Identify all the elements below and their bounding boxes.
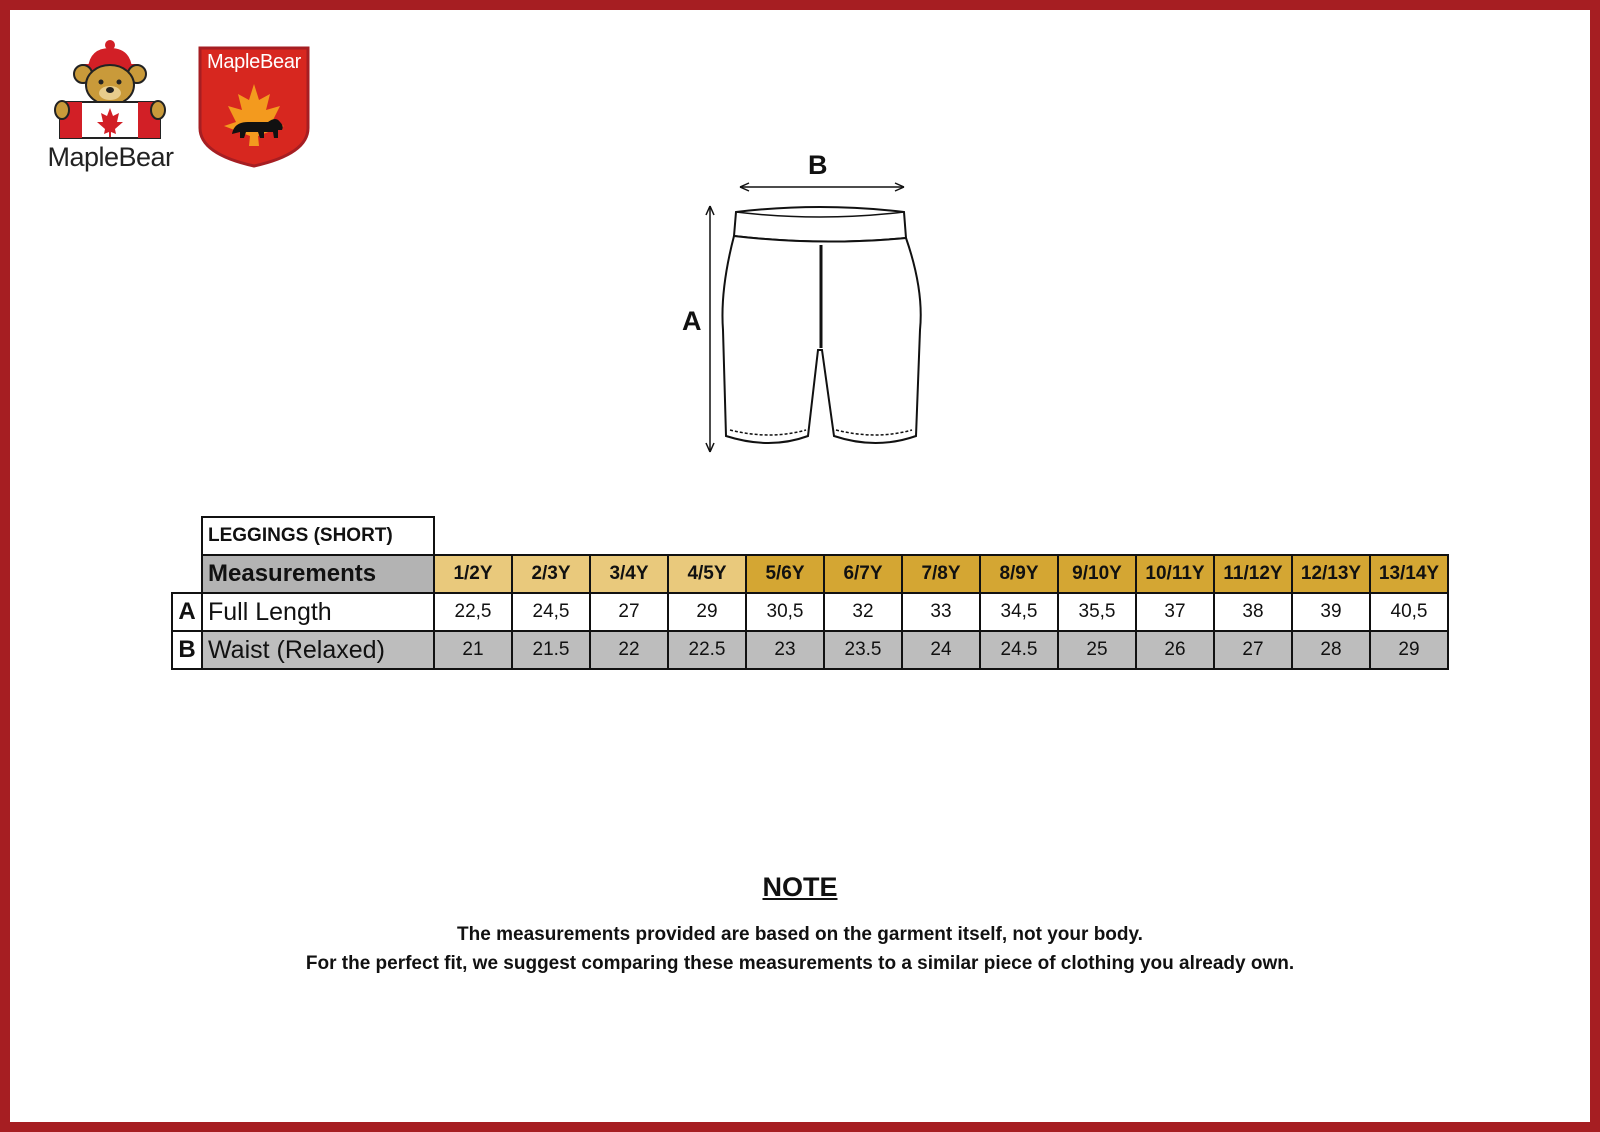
table-cell: 29 (1370, 631, 1448, 669)
table-cell: 40,5 (1370, 593, 1448, 631)
dimension-label-a: A (682, 306, 702, 336)
table-cell: 25 (1058, 631, 1136, 669)
table-row-waist (172, 631, 1448, 669)
size-header: 5/6Y (746, 555, 824, 593)
table-cell: 33 (902, 593, 980, 631)
table-row-full-length (172, 593, 1448, 631)
size-header: 8/9Y (980, 555, 1058, 593)
table-cell: 28 (1292, 631, 1370, 669)
size-header: 7/8Y (902, 555, 980, 593)
measurements-header: Measurements (202, 555, 434, 593)
bear-mascot-icon (38, 38, 183, 142)
table-header-row (172, 555, 1448, 593)
table-title: LEGGINGS (SHORT) (202, 517, 434, 555)
table-cell: 23 (746, 631, 824, 669)
table-cell: 27 (590, 593, 668, 631)
size-header: 1/2Y (434, 555, 512, 593)
table-cell: 21.5 (512, 631, 590, 669)
table-cell: 34,5 (980, 593, 1058, 631)
size-header: 3/4Y (590, 555, 668, 593)
table-spacer (172, 517, 202, 555)
table-cell: 21 (434, 631, 512, 669)
note-line-1: The measurements provided are based on the garment itself, not your body. (457, 924, 1143, 945)
table-cell: 23.5 (824, 631, 902, 669)
table-cell: 38 (1214, 593, 1292, 631)
garment-diagram (680, 150, 950, 470)
size-header: 10/11Y (1136, 555, 1214, 593)
crest-text: MapleBear (206, 51, 302, 73)
size-header: 4/5Y (668, 555, 746, 593)
table-cell: 24.5 (980, 631, 1058, 669)
table-cell: 27 (1214, 631, 1292, 669)
table-spacer (172, 555, 202, 593)
brand-name: MapleBear (47, 142, 174, 172)
size-header: 12/13Y (1292, 555, 1370, 593)
table-cell: 32 (824, 593, 902, 631)
maplebear-crest-logo (198, 46, 310, 168)
maplebear-mascot-logo (38, 38, 183, 178)
table-cell: 37 (1136, 593, 1214, 631)
size-header: 6/7Y (824, 555, 902, 593)
table-spacer (434, 517, 1448, 555)
table-title-row (172, 517, 1448, 555)
size-chart-table (171, 516, 1449, 670)
note-line-2: For the perfect fit, we suggest comparing these measurements to a similar piece of clothing you already own. (305, 953, 1295, 974)
table-cell: 26 (1136, 631, 1214, 669)
row-label: Waist (Relaxed) (202, 631, 434, 669)
size-header: 13/14Y (1370, 555, 1448, 593)
note-title: NOTE (762, 872, 838, 902)
row-letter: A (172, 593, 202, 631)
dimension-label-b: B (808, 150, 828, 180)
table-cell: 29 (668, 593, 746, 631)
row-letter: B (172, 631, 202, 669)
table-cell: 22,5 (434, 593, 512, 631)
size-header: 2/3Y (512, 555, 590, 593)
table-cell: 22.5 (668, 631, 746, 669)
shorts-outline-icon (680, 150, 950, 470)
table-cell: 39 (1292, 593, 1370, 631)
table-cell: 30,5 (746, 593, 824, 631)
row-label: Full Length (202, 593, 434, 631)
size-header: 9/10Y (1058, 555, 1136, 593)
table-cell: 22 (590, 631, 668, 669)
table-cell: 24 (902, 631, 980, 669)
table-cell: 35,5 (1058, 593, 1136, 631)
size-header: 11/12Y (1214, 555, 1292, 593)
table-cell: 24,5 (512, 593, 590, 631)
